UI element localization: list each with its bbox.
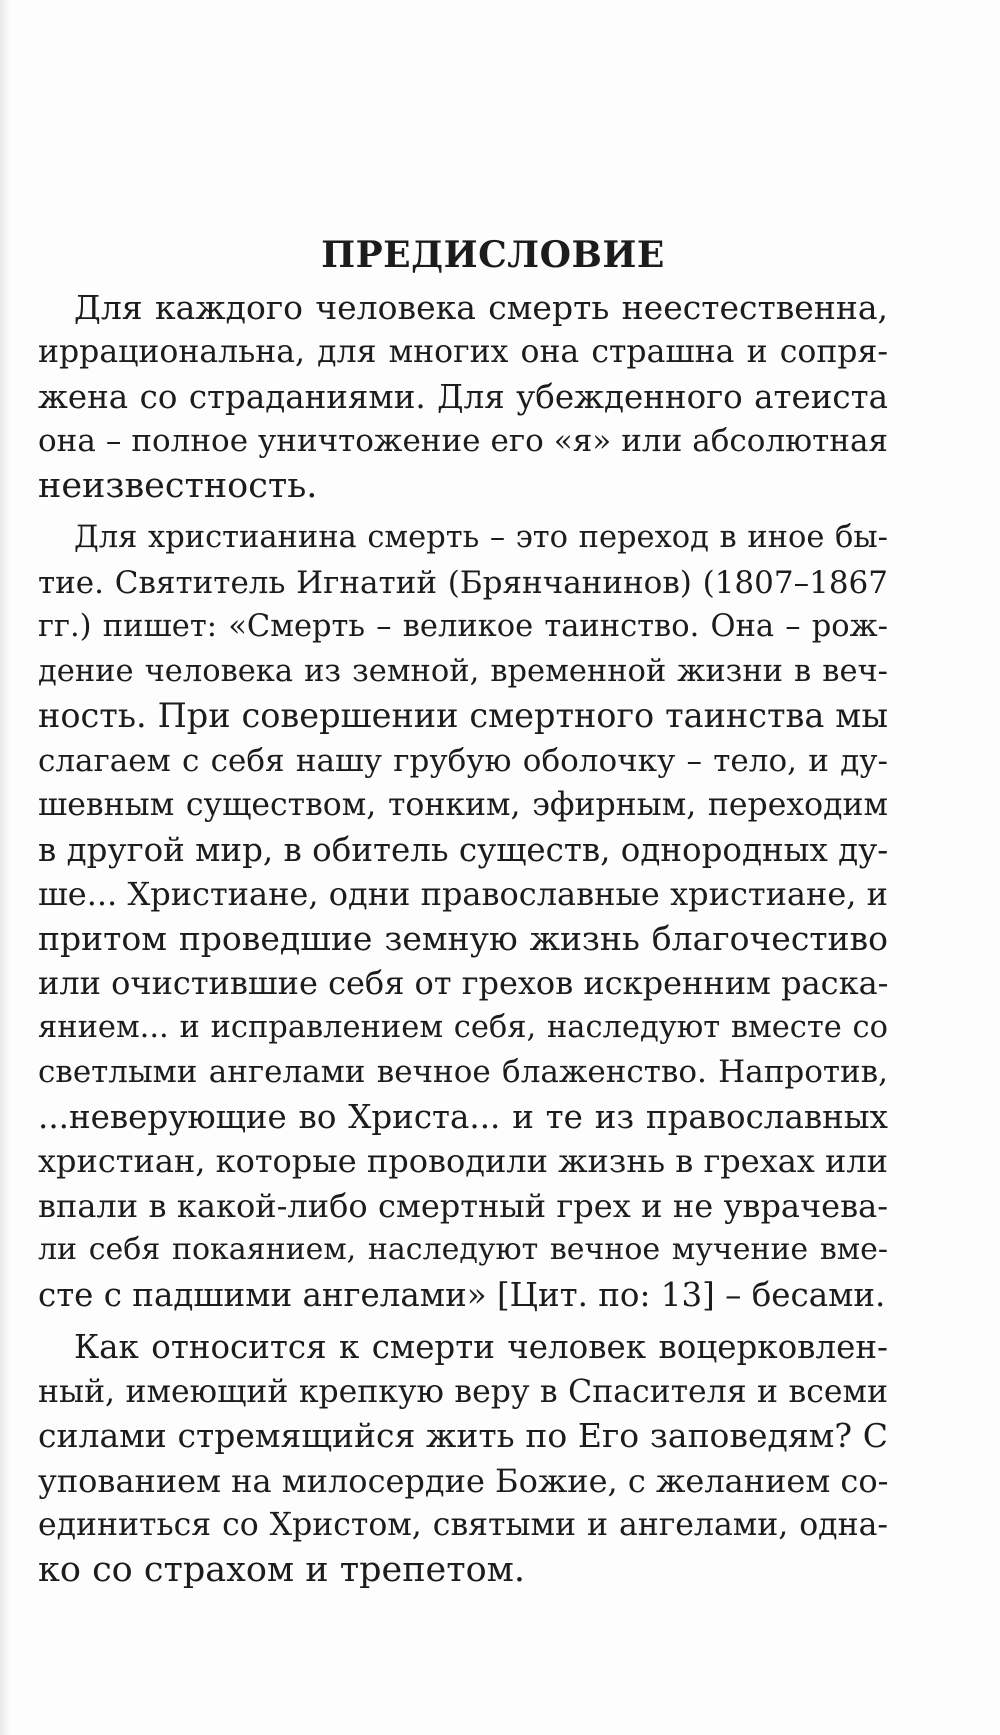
page-content: [38, 233, 888, 1600]
text-line: впали в какой-либо смертный грех и не уврачева-: [38, 1186, 888, 1225]
text-line: она – полное уничтожение его «я» или абсолютная: [38, 423, 888, 459]
text-line: Для христианина смерть – это переход в иное бы-: [74, 520, 888, 555]
text-line: неизвестность.: [38, 465, 318, 506]
text-line: притом проведшие земную жизнь благочестиво: [38, 918, 888, 958]
paragraph-2: [38, 516, 888, 1317]
text-line: ше... Христиане, одни православные христиане, и: [38, 875, 888, 913]
text-line: христиан, которые проводили жизнь в грехах или: [38, 1142, 888, 1180]
text-line: тие. Святитель Игнатий (Брянчанинов) (1807–1867: [38, 564, 888, 601]
text-line: Для каждого человека смерть неестественна,: [74, 287, 888, 327]
text-line: единиться со Христом, святыми и ангелами, одна-: [38, 1507, 888, 1543]
text-line: слагаем с себя нашу грубую оболочку – тело, и ду-: [38, 742, 888, 779]
text-line: ность. При совершении смертного таинства мы: [38, 696, 888, 735]
paragraph-3: [38, 1325, 888, 1592]
text-line: упованием на милосердие Божие, с желанием со-: [38, 1461, 889, 1500]
text-line: иррациональна, для многих она страшна и сопря-: [38, 334, 888, 370]
text-line: ко со страхом и трепетом.: [38, 1549, 526, 1590]
page-edge-shadow: [0, 0, 10, 1735]
text-line: ли себя покаянием, наследуют вечное мучение вме-: [38, 1232, 888, 1267]
text-line: ...неверующие во Христа... и те из православных: [38, 1097, 888, 1136]
text-line: силами стремящийся жить по Его заповедям? С: [38, 1416, 888, 1455]
text-line: дение человека из земной, временной жизни в веч-: [38, 653, 888, 689]
text-line: гг.) пишет: «Смерть – великое таинство. Она – рож-: [38, 609, 888, 644]
paragraph-1: [38, 286, 888, 509]
text-line: или очистившие себя от грехов искренним раска-: [38, 964, 889, 1002]
text-line: сте с падшими ангелами» [Цит. по: 13] – бесами.: [38, 1275, 886, 1314]
text-line: ный, имеющий крепкую веру в Спасителя и всеми: [38, 1373, 888, 1410]
text-line: в другой мир, в обитель существ, однородных ду-: [38, 830, 889, 869]
text-line: светлыми ангелами вечное блаженство. Напротив,: [38, 1054, 888, 1090]
text-line: Как относится к смерти человек воцерковлен-: [74, 1328, 888, 1366]
text-line: янием... и исправлением себя, наследуют вместе со: [38, 1009, 888, 1045]
text-line: жена со страданиями. Для убежденного атеиста: [38, 377, 888, 416]
text-line: шевным существом, тонким, эфирным, переходим: [38, 787, 888, 823]
chapter-heading: ПРЕДИСЛОВИЕ: [321, 234, 665, 276]
